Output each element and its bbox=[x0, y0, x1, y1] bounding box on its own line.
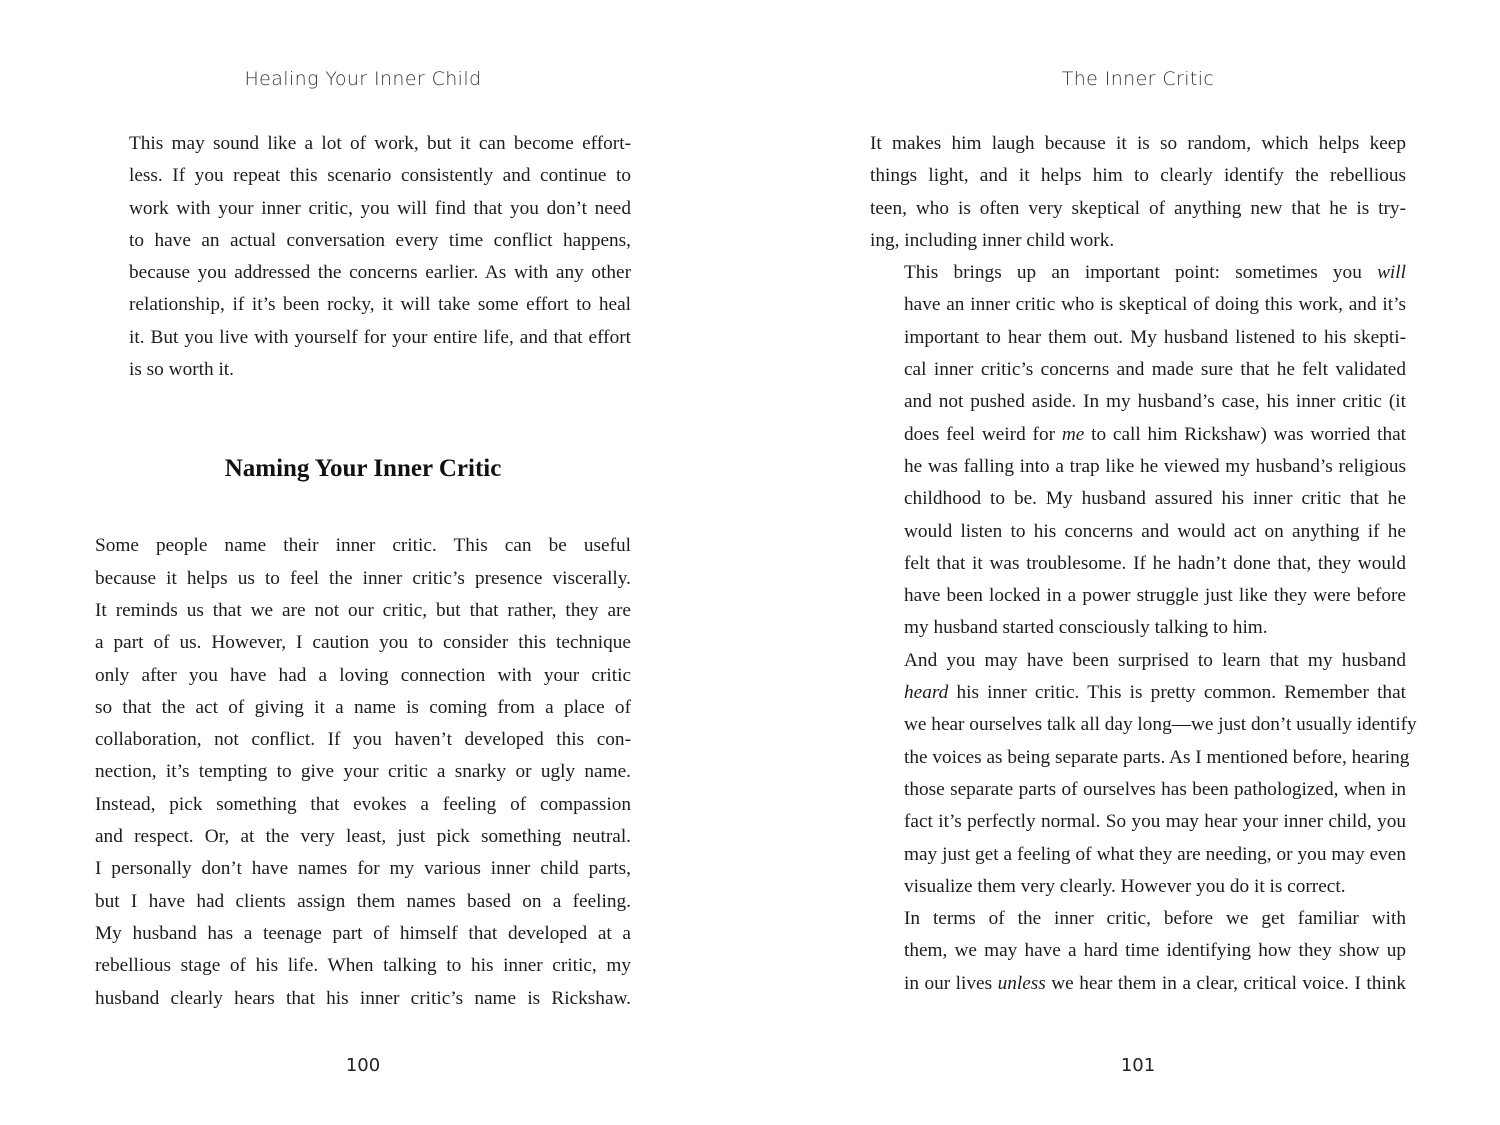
text-line: It reminds us that we are not our critic, but that rather, they are bbox=[95, 599, 631, 621]
text-line: have been locked in a power struggle just like they were before bbox=[904, 585, 1406, 607]
text-run: his inner critic. This is pretty common. Remember that bbox=[948, 682, 1406, 704]
text-line: would listen to his concerns and would act on anything if he bbox=[904, 520, 1406, 542]
text-line: and respect. Or, at the very least, just pick something neutral. bbox=[95, 826, 631, 848]
text-line bbox=[870, 419, 1406, 451]
text-line: Some people name their inner critic. This can be useful bbox=[95, 535, 631, 557]
text-line: is so worth it. bbox=[129, 359, 234, 381]
text-line: so that the act of giving it a name is coming from a place of bbox=[95, 696, 631, 718]
text-line bbox=[870, 677, 1406, 709]
emphasis: me bbox=[1061, 423, 1085, 445]
page-number-right: 101 bbox=[1120, 1055, 1156, 1076]
paragraph bbox=[870, 257, 1406, 645]
text-line: and not pushed aside. In my husband’s case, his inner critic (it bbox=[904, 391, 1406, 413]
text-line: felt that it was troublesome. If he hadn’t done that, they would bbox=[904, 552, 1406, 574]
emphasis: heard bbox=[904, 682, 949, 704]
text-line: may just get a feeling of what they are needing, or you may even bbox=[904, 843, 1406, 865]
text-run: does feel weird for bbox=[904, 423, 1062, 445]
right-page bbox=[750, 0, 1500, 1125]
text-line: a part of us. However, I caution you to consider this technique bbox=[95, 632, 631, 654]
text-line: childhood to be. My husband assured his inner critic that he bbox=[904, 488, 1406, 510]
text-line: work with your inner critic, you will find that you don’t need bbox=[129, 197, 631, 219]
text-line: collaboration, not conflict. If you haven’t developed this con- bbox=[95, 729, 631, 751]
text-line: I personally don’t have names for my various inner child parts, bbox=[95, 858, 631, 880]
text-line: And you may have been surprised to learn that my husband bbox=[904, 649, 1406, 671]
text-line: visualize them very clearly. However you do it is correct. bbox=[904, 875, 1346, 897]
text-line: It makes him laugh because it is so random, which helps keep bbox=[870, 133, 1406, 154]
text-line bbox=[870, 257, 1406, 289]
left-page-body bbox=[95, 128, 631, 1015]
text-line: have an inner critic who is skeptical of doing this work, and it’s bbox=[904, 294, 1406, 316]
text-line: fact it’s perfectly normal. So you may hear your inner child, you bbox=[904, 811, 1406, 833]
text-run: we hear them in a clear, critical voice. I think bbox=[1045, 972, 1407, 994]
running-head-right: The Inner Critic bbox=[1061, 68, 1215, 90]
text-line: it. But you live with yourself for your entire life, and that effort bbox=[129, 326, 631, 348]
emphasis: unless bbox=[997, 972, 1046, 994]
text-line: Instead, pick something that evokes a feeling of compassion bbox=[95, 793, 631, 815]
text-line: to have an actual conversation every time conflict happens, bbox=[129, 229, 631, 251]
text-line: My husband has a teenage part of himself that developed at a bbox=[95, 922, 631, 944]
text-line: we hear ourselves talk all day long—we just don’t usually identify bbox=[904, 714, 1417, 736]
text-line: because it helps us to feel the inner critic’s presence viscerally. bbox=[95, 567, 631, 589]
text-line: teen, who is often very skeptical of anything new that he is try- bbox=[870, 197, 1406, 219]
paragraph bbox=[870, 903, 1406, 1000]
text-run: in our lives bbox=[904, 972, 998, 994]
paragraph bbox=[870, 645, 1417, 903]
text-line: In terms of the inner critic, before we get familiar with bbox=[904, 908, 1406, 930]
text-line: my husband started consciously talking to him. bbox=[904, 617, 1268, 639]
text-line: husband clearly hears that his inner critic’s name is Rickshaw. bbox=[95, 987, 631, 1009]
text-line: ing, including inner child work. bbox=[870, 229, 1115, 251]
text-line: only after you have had a loving connection with your critic bbox=[95, 664, 631, 686]
text-line: important to hear them out. My husband listened to his skepti- bbox=[904, 326, 1406, 348]
text-line bbox=[870, 968, 1406, 1000]
text-line: This may sound like a lot of work, but it can become effort- bbox=[129, 133, 631, 154]
text-line: less. If you repeat this scenario consistently and continue to bbox=[129, 165, 631, 187]
text-line: those separate parts of ourselves has been pathologized, when in bbox=[904, 778, 1406, 800]
text-line: because you addressed the concerns earlier. As with any other bbox=[129, 262, 631, 284]
paragraph bbox=[95, 128, 631, 386]
text-line: them, we may have a hard time identifying how they show up bbox=[904, 940, 1406, 962]
running-head-left: Healing Your Inner Child bbox=[244, 68, 482, 90]
section-heading: Naming Your Inner Critic bbox=[224, 455, 502, 483]
right-page-body bbox=[870, 128, 1417, 1000]
paragraph bbox=[870, 128, 1406, 257]
text-line: the voices as being separate parts. As I mentioned before, hearing bbox=[904, 746, 1410, 768]
text-line: relationship, if it’s been rocky, it will take some effort to heal bbox=[129, 294, 631, 316]
text-run: to call him Rickshaw) was worried that bbox=[1084, 423, 1407, 445]
text-line: cal inner critic’s concerns and made sure that he felt validated bbox=[904, 359, 1406, 381]
text-line: but I have had clients assign them names based on a feeling. bbox=[95, 890, 631, 912]
text-line: things light, and it helps him to clearly identify the rebellious bbox=[870, 165, 1406, 187]
page-number-left: 100 bbox=[345, 1055, 381, 1076]
emphasis: will bbox=[1377, 262, 1406, 284]
text-line: nection, it’s tempting to give your critic a snarky or ugly name. bbox=[95, 761, 631, 783]
text-line: he was falling into a trap like he viewed my husband’s religious bbox=[904, 455, 1406, 477]
text-run: This brings up an important point: sometimes you bbox=[904, 262, 1378, 284]
text-line: rebellious stage of his life. When talking to his inner critic, my bbox=[95, 955, 631, 977]
paragraph bbox=[95, 530, 631, 1014]
